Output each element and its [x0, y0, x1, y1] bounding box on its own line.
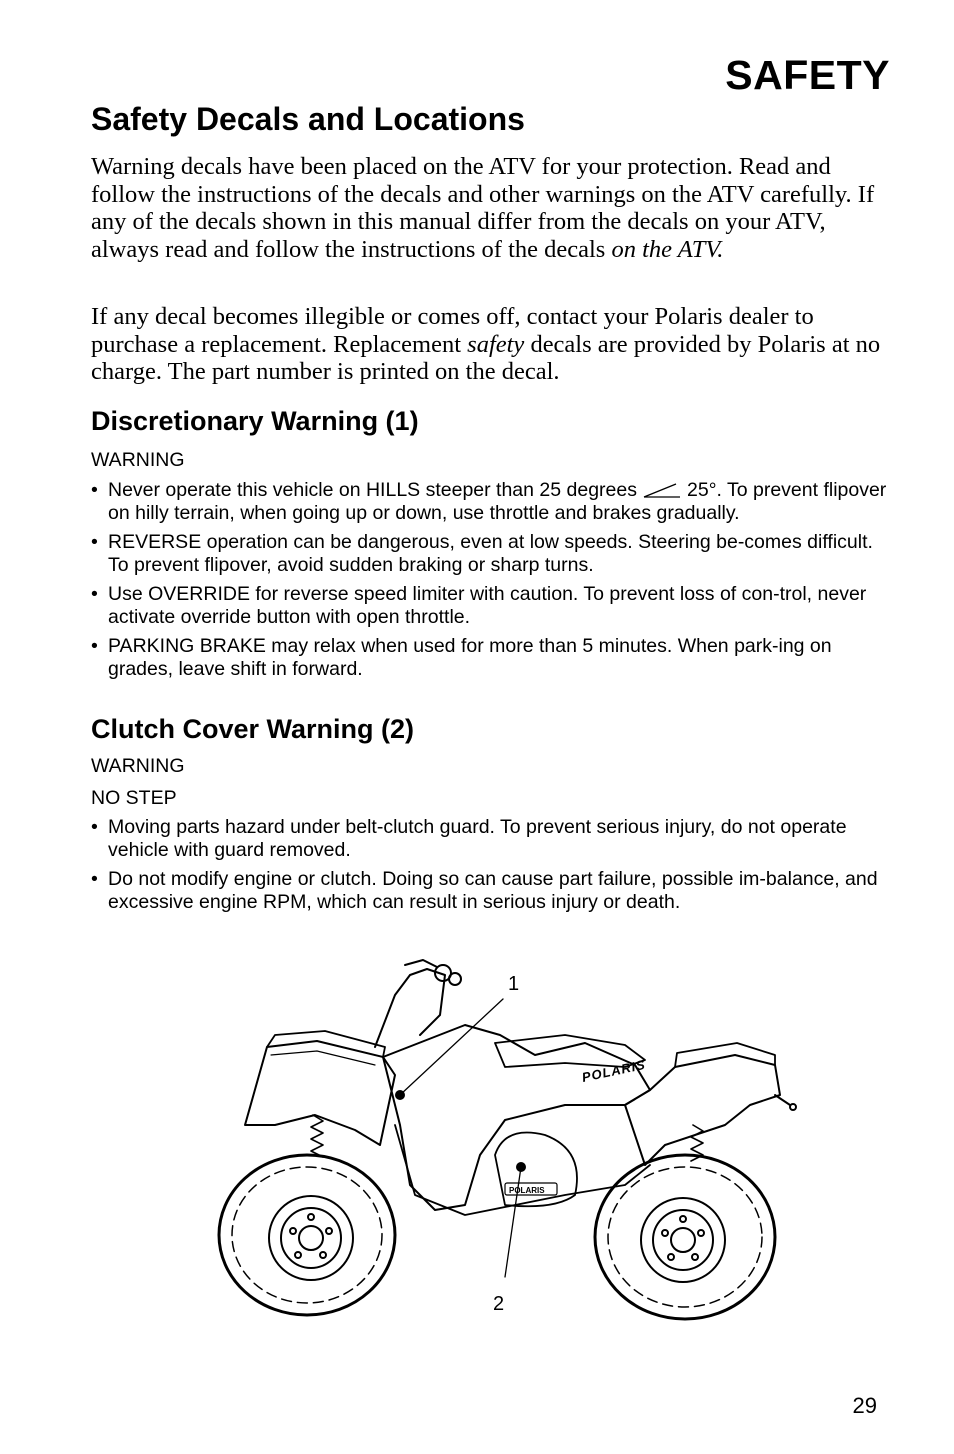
- discretionary-bullet-4: • PARKING BRAKE may relax when used for more than 5 minutes. When park-ing on grades, leave shift in forward.: [91, 635, 891, 681]
- clutch-brand-text: POLARIS: [509, 1186, 545, 1195]
- front-wheel: [219, 1155, 395, 1315]
- intro-p2-italic: safety: [467, 330, 525, 358]
- front-fender: [245, 1041, 395, 1145]
- clutch-bullet-1: • Moving parts hazard under belt-clutch guard. To prevent serious injury, do not operate vehicle with guard removed.: [91, 816, 891, 862]
- page-title: Safety Decals and Locations: [91, 101, 525, 137]
- discretionary-bullet-1: [91, 479, 891, 525]
- discretionary-warning-label: WARNING: [91, 449, 185, 471]
- callout-2-label: 2: [493, 1293, 505, 1315]
- intro-p1-italic: on the ATV.: [611, 235, 724, 263]
- intro-paragraph-1: [91, 153, 891, 263]
- page-number: 29: [852, 1393, 877, 1418]
- atv-illustration: [205, 955, 805, 1325]
- discretionary-warning-heading: Discretionary Warning (1): [91, 406, 419, 436]
- rear-wheel: [595, 1155, 775, 1319]
- front-shock: [311, 1115, 323, 1157]
- clutch-no-step-label: NO STEP: [91, 787, 177, 809]
- clutch-warning-label: WARNING: [91, 755, 185, 777]
- intro-p2-after: decals are provided by Polaris at no charge. The part number is printed on the decal.: [91, 330, 881, 385]
- handlebars: [375, 969, 445, 1047]
- rear-fender: [625, 1055, 780, 1165]
- discretionary-bullet-3: • Use OVERRIDE for reverse speed limiter with caution. To prevent loss of con-trol, never activate override button with open throttle.: [91, 583, 891, 629]
- discretionary-bullet-list: [91, 479, 891, 687]
- section-header: SAFETY: [725, 52, 890, 98]
- clutch-bullet-2: • Do not modify engine or clutch. Doing so can cause part failure, possible im-balance, and excessive engine RPM, which can result in serious injury or death.: [91, 868, 891, 914]
- bullet-1-after: 25°. To prevent flipover on hilly terrain, when going up or down, use throttle and brakes gradually.: [108, 479, 887, 524]
- intro-paragraph-2: [91, 303, 891, 386]
- callout-1-label: 1: [508, 973, 520, 995]
- clutch-cover-warning-heading: Clutch Cover Warning (2): [91, 714, 415, 744]
- clutch-bullet-list: [91, 816, 891, 920]
- discretionary-bullet-2: • REVERSE operation can be dangerous, even at low speeds. Steering be-comes difficult. To prevent flipover, avoid sudden braking or sharp turns.: [91, 531, 891, 577]
- intro-p2-before: If any decal becomes illegible or comes off, contact your Polaris dealer to purchase a replacement. Replacement: [91, 303, 814, 358]
- leader-line-1: [400, 999, 503, 1095]
- intro-p1-text: Warning decals have been placed on the ATV for your protection. Read and follow the instructions of the decals and other warnings on the ATV carefully. If any of the decals shown in this manual differ from the decals on your ATV, always read and follow the instructions of the decals: [91, 153, 875, 263]
- body-panel: [383, 1025, 650, 1210]
- bullet-1-before: Never operate this vehicle on HILLS steeper than 25 degrees: [108, 479, 637, 501]
- angle-icon: [643, 482, 681, 498]
- fender-brand-text: POLARIS: [580, 1056, 648, 1085]
